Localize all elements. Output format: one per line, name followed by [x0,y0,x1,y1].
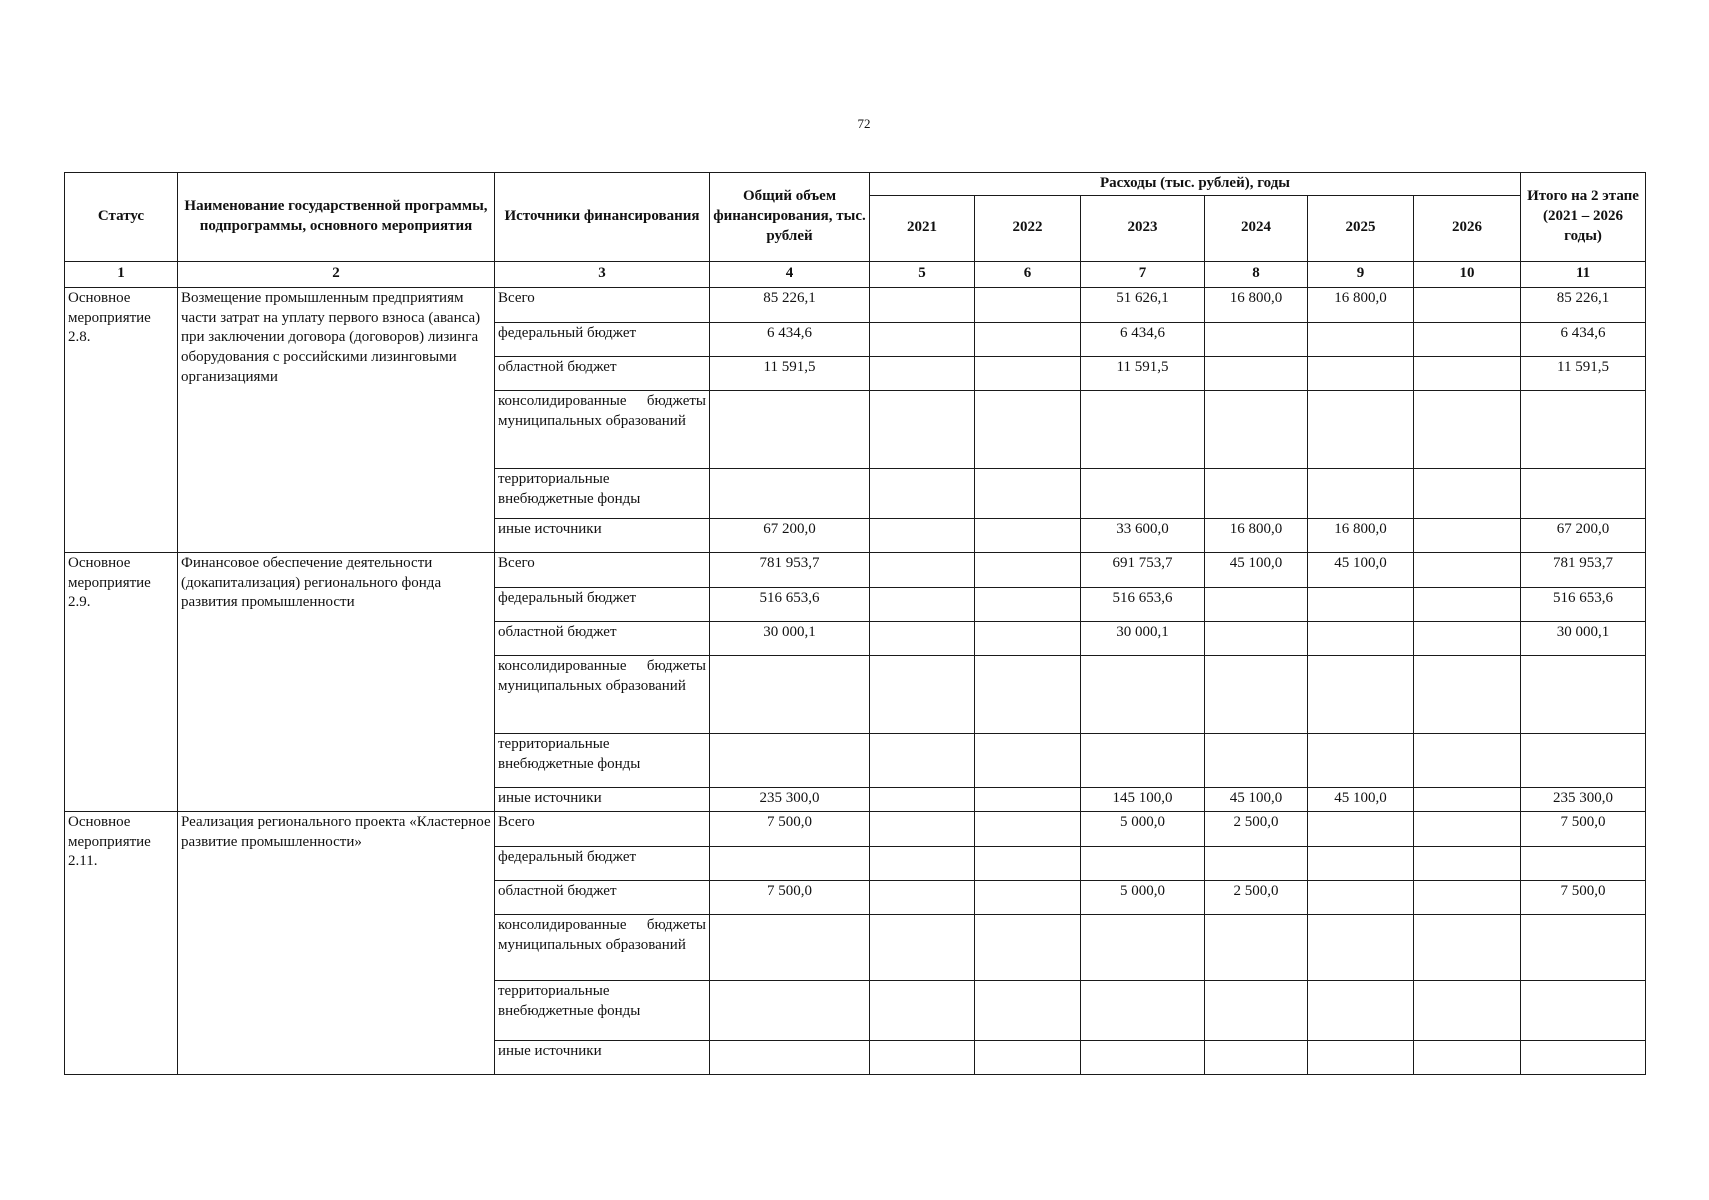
funding-source: Всего [495,287,710,322]
year-amount-2021 [870,733,975,787]
header-expenses-group: Расходы (тыс. рублей), годы [870,173,1521,196]
total-amount: 516 653,6 [710,587,870,621]
year-amount-2021 [870,322,975,356]
year-amount-2025 [1308,621,1414,655]
year-amount-2024 [1205,846,1308,880]
stage-total-amount: 781 953,7 [1521,552,1646,587]
header-stage-total: Итого на 2 этапе (2021 – 2026 годы) [1521,173,1646,262]
column-numbers-row [65,261,1646,287]
year-amount-2021 [870,287,975,322]
header-status: Статус [65,173,178,262]
year-amount-2021 [870,587,975,621]
year-amount-2024 [1205,1040,1308,1074]
year-amount-2021 [870,621,975,655]
funding-source: иные источники [495,518,710,552]
year-amount-2026 [1414,787,1521,811]
year-amount-2026 [1414,287,1521,322]
year-amount-2021 [870,787,975,811]
year-amount-2023: 33 600,0 [1081,518,1205,552]
year-amount-2022 [975,846,1081,880]
year-amount-2025: 16 800,0 [1308,287,1414,322]
column-number: 6 [975,261,1081,287]
event-name: Реализация регионального проекта «Кластерное развитие промышленности» [178,811,495,1074]
year-amount-2025 [1308,390,1414,468]
year-amount-2024: 2 500,0 [1205,811,1308,846]
year-amount-2024 [1205,322,1308,356]
funding-source: областной бюджет [495,621,710,655]
table-body [65,261,1646,1074]
year-amount-2024 [1205,733,1308,787]
funding-source: областной бюджет [495,880,710,914]
funding-source: консолидированные бюджеты муниципальных образований [495,655,710,733]
funding-source: территориальные внебюджетные фонды [495,980,710,1040]
funding-source: иные источники [495,1040,710,1074]
stage-total-amount: 516 653,6 [1521,587,1646,621]
year-amount-2021 [870,655,975,733]
stage-total-amount: 67 200,0 [1521,518,1646,552]
year-amount-2026 [1414,468,1521,518]
total-amount: 7 500,0 [710,880,870,914]
year-amount-2026 [1414,390,1521,468]
year-amount-2025: 16 800,0 [1308,518,1414,552]
header-name: Наименование государственной программы, подпрограммы, основного мероприятия [178,173,495,262]
year-amount-2022 [975,552,1081,587]
year-amount-2023 [1081,914,1205,980]
year-amount-2021 [870,914,975,980]
year-amount-2025: 45 100,0 [1308,552,1414,587]
year-amount-2024 [1205,655,1308,733]
year-amount-2021 [870,468,975,518]
total-amount [710,846,870,880]
year-amount-2021 [870,811,975,846]
year-amount-2026 [1414,1040,1521,1074]
year-amount-2025 [1308,811,1414,846]
column-number: 8 [1205,261,1308,287]
year-amount-2024 [1205,621,1308,655]
total-amount [710,655,870,733]
column-number: 11 [1521,261,1646,287]
year-amount-2023: 51 626,1 [1081,287,1205,322]
year-amount-2023 [1081,390,1205,468]
year-amount-2025 [1308,322,1414,356]
year-amount-2023 [1081,655,1205,733]
year-amount-2022 [975,787,1081,811]
year-amount-2022 [975,587,1081,621]
funding-source: Всего [495,811,710,846]
year-amount-2026 [1414,733,1521,787]
year-amount-2025 [1308,846,1414,880]
year-amount-2026 [1414,356,1521,390]
year-amount-2026 [1414,621,1521,655]
page-number: 72 [857,116,871,131]
year-amount-2024: 16 800,0 [1205,287,1308,322]
funding-source: консолидированные бюджеты муниципальных образований [495,914,710,980]
stage-total-amount [1521,980,1646,1040]
year-amount-2022 [975,1040,1081,1074]
year-amount-2022 [975,980,1081,1040]
header-year: 2025 [1308,195,1414,261]
year-amount-2022 [975,811,1081,846]
total-amount [710,1040,870,1074]
header-total: Общий объем финансирования, тыс. рублей [710,173,870,262]
year-amount-2026 [1414,846,1521,880]
header-year: 2026 [1414,195,1521,261]
year-amount-2024 [1205,390,1308,468]
header-year: 2023 [1081,195,1205,261]
year-amount-2025 [1308,880,1414,914]
year-amount-2026 [1414,980,1521,1040]
table-row [65,552,1646,587]
year-amount-2025 [1308,1040,1414,1074]
total-amount [710,914,870,980]
column-number: 7 [1081,261,1205,287]
year-amount-2023: 11 591,5 [1081,356,1205,390]
year-amount-2024 [1205,468,1308,518]
year-amount-2023 [1081,733,1205,787]
year-amount-2021 [870,980,975,1040]
stage-total-amount [1521,468,1646,518]
year-amount-2026 [1414,322,1521,356]
year-amount-2021 [870,846,975,880]
funding-source: иные источники [495,787,710,811]
column-number: 5 [870,261,975,287]
funding-source: федеральный бюджет [495,587,710,621]
total-amount: 67 200,0 [710,518,870,552]
header-year: 2022 [975,195,1081,261]
stage-total-amount: 30 000,1 [1521,621,1646,655]
funding-source: Всего [495,552,710,587]
event-status: Основное мероприятие 2.8. [65,287,178,552]
header-year: 2024 [1205,195,1308,261]
year-amount-2025 [1308,356,1414,390]
year-amount-2025 [1308,980,1414,1040]
year-amount-2024 [1205,914,1308,980]
year-amount-2022 [975,733,1081,787]
year-amount-2021 [870,518,975,552]
year-amount-2024: 45 100,0 [1205,552,1308,587]
year-amount-2022 [975,914,1081,980]
funding-source: консолидированные бюджеты муниципальных образований [495,390,710,468]
year-amount-2023: 5 000,0 [1081,880,1205,914]
year-amount-2026 [1414,914,1521,980]
event-status: Основное мероприятие 2.9. [65,552,178,811]
stage-total-amount: 235 300,0 [1521,787,1646,811]
year-amount-2023: 145 100,0 [1081,787,1205,811]
year-amount-2022 [975,880,1081,914]
stage-total-amount: 7 500,0 [1521,880,1646,914]
column-number: 2 [178,261,495,287]
column-number: 10 [1414,261,1521,287]
total-amount: 85 226,1 [710,287,870,322]
stage-total-amount: 7 500,0 [1521,811,1646,846]
total-amount: 7 500,0 [710,811,870,846]
year-amount-2026 [1414,880,1521,914]
year-amount-2021 [870,356,975,390]
stage-total-amount [1521,846,1646,880]
year-amount-2022 [975,322,1081,356]
total-amount: 30 000,1 [710,621,870,655]
total-amount: 781 953,7 [710,552,870,587]
year-amount-2023: 691 753,7 [1081,552,1205,587]
year-amount-2023: 30 000,1 [1081,621,1205,655]
year-amount-2023: 516 653,6 [1081,587,1205,621]
stage-total-amount: 11 591,5 [1521,356,1646,390]
financing-table [64,172,1646,1075]
year-amount-2025 [1308,733,1414,787]
year-amount-2023 [1081,468,1205,518]
funding-source: федеральный бюджет [495,846,710,880]
year-amount-2024 [1205,980,1308,1040]
event-name: Финансовое обеспечение деятельности (докапитализация) регионального фонда развития промышленности [178,552,495,811]
column-number: 1 [65,261,178,287]
stage-total-amount [1521,1040,1646,1074]
year-amount-2024: 16 800,0 [1205,518,1308,552]
funding-source: территориальные внебюджетные фонды [495,733,710,787]
stage-total-amount [1521,390,1646,468]
year-amount-2024 [1205,587,1308,621]
stage-total-amount [1521,733,1646,787]
year-amount-2025 [1308,468,1414,518]
header-sources: Источники финансирования [495,173,710,262]
total-amount: 11 591,5 [710,356,870,390]
column-number: 3 [495,261,710,287]
event-status: Основное мероприятие 2.11. [65,811,178,1074]
year-amount-2023 [1081,1040,1205,1074]
year-amount-2026 [1414,552,1521,587]
table-row [65,287,1646,322]
funding-source: областной бюджет [495,356,710,390]
funding-source: федеральный бюджет [495,322,710,356]
stage-total-amount: 85 226,1 [1521,287,1646,322]
total-amount [710,733,870,787]
year-amount-2022 [975,621,1081,655]
year-amount-2025 [1308,587,1414,621]
year-amount-2025 [1308,655,1414,733]
year-amount-2023: 5 000,0 [1081,811,1205,846]
year-amount-2022 [975,468,1081,518]
year-amount-2025 [1308,914,1414,980]
year-amount-2023: 6 434,6 [1081,322,1205,356]
total-amount [710,980,870,1040]
year-amount-2026 [1414,811,1521,846]
year-amount-2023 [1081,846,1205,880]
year-amount-2021 [870,390,975,468]
event-name: Возмещение промышленным предприятиям части затрат на уплату первого взноса (аванса) при заключении договора (договоров) лизинга оборудования с российскими лизинговыми организациями [178,287,495,552]
total-amount: 235 300,0 [710,787,870,811]
column-number: 4 [710,261,870,287]
total-amount [710,390,870,468]
year-amount-2026 [1414,518,1521,552]
header-year: 2021 [870,195,975,261]
stage-total-amount: 6 434,6 [1521,322,1646,356]
year-amount-2025: 45 100,0 [1308,787,1414,811]
year-amount-2021 [870,880,975,914]
year-amount-2022 [975,655,1081,733]
total-amount: 6 434,6 [710,322,870,356]
year-amount-2022 [975,287,1081,322]
year-amount-2022 [975,518,1081,552]
year-amount-2021 [870,1040,975,1074]
year-amount-2022 [975,356,1081,390]
year-amount-2026 [1414,587,1521,621]
stage-total-amount [1521,655,1646,733]
funding-source: территориальные внебюджетные фонды [495,468,710,518]
year-amount-2024 [1205,356,1308,390]
column-number: 9 [1308,261,1414,287]
year-amount-2023 [1081,980,1205,1040]
table-row [65,811,1646,846]
year-amount-2026 [1414,655,1521,733]
year-amount-2021 [870,552,975,587]
year-amount-2024: 2 500,0 [1205,880,1308,914]
year-amount-2024: 45 100,0 [1205,787,1308,811]
stage-total-amount [1521,914,1646,980]
total-amount [710,468,870,518]
year-amount-2022 [975,390,1081,468]
